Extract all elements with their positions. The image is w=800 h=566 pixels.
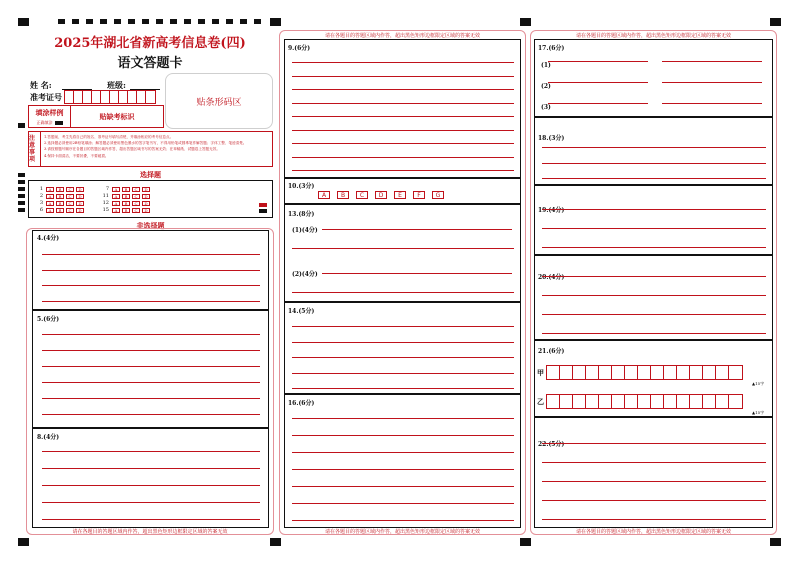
- choice-bubble[interactable]: A: [46, 208, 54, 213]
- answer-line: [292, 157, 514, 158]
- timing-mark-top: [114, 19, 121, 24]
- timing-mark-top: [254, 19, 261, 24]
- q19-label: 19.(4分): [538, 207, 565, 214]
- answer-line: [292, 292, 514, 293]
- answer-line: [542, 209, 766, 210]
- notes-heading: 注意事项: [29, 132, 41, 166]
- answer-line: [42, 502, 260, 503]
- class-field[interactable]: [130, 80, 160, 90]
- answer-line: [42, 414, 260, 415]
- answer-line: [542, 333, 766, 334]
- grid-cell[interactable]: [664, 366, 677, 379]
- q10-option-g[interactable]: G: [432, 191, 444, 199]
- q21-b-label: 乙: [537, 397, 544, 406]
- grid-cell[interactable]: [573, 366, 586, 379]
- answer-line: [292, 170, 514, 171]
- choice-number: 15: [102, 207, 109, 213]
- choice-bubble[interactable]: A: [112, 208, 120, 213]
- grid-cell[interactable]: [547, 366, 560, 379]
- grid-cell[interactable]: [703, 395, 716, 408]
- choice-bubble[interactable]: C: [66, 187, 74, 192]
- answer-line: [42, 485, 260, 486]
- choice-row: [33, 200, 86, 206]
- answer-line: [548, 61, 648, 62]
- answer-line: [292, 373, 514, 374]
- answer-box-q16[interactable]: [284, 394, 521, 528]
- corner-mark: [18, 18, 29, 26]
- choice-row: [99, 200, 152, 206]
- answer-line: [292, 486, 514, 487]
- q18-label: 18.(3分): [538, 135, 565, 142]
- side-mark: [18, 194, 25, 198]
- timing-mark-top: [156, 19, 163, 24]
- q10-option-c[interactable]: C: [356, 191, 368, 199]
- timing-mark-top: [128, 19, 135, 24]
- choice-bubble[interactable]: D: [76, 194, 84, 199]
- bottom-banner-3: 请在各题目的答题区域内作答，超出黑色矩形边框限定区域的答案无效: [575, 529, 731, 535]
- grid-cell[interactable]: [625, 366, 638, 379]
- correct-fill-label: 正确填涂: [36, 119, 53, 125]
- choice-bubble[interactable]: B: [122, 187, 130, 192]
- choice-bubble[interactable]: C: [132, 201, 140, 206]
- choice-bubble[interactable]: A: [112, 201, 120, 206]
- q10-option-b[interactable]: B: [337, 191, 349, 199]
- bottom-banner-2: 请在各题目的答题区域内作答，超出黑色矩形边框限定区域的答案无效: [324, 529, 480, 535]
- grid-cell[interactable]: [560, 395, 573, 408]
- choice-bubble[interactable]: D: [142, 201, 150, 206]
- answer-box-q14[interactable]: [284, 302, 521, 394]
- side-mark: [18, 180, 25, 184]
- corner-mark: [18, 538, 29, 546]
- timing-mark-top: [226, 19, 233, 24]
- writing-grid[interactable]: [546, 365, 743, 380]
- choice-section-heading: 选择题: [140, 170, 161, 179]
- q22-label: 22.(5分): [538, 441, 565, 448]
- answer-line: [42, 366, 260, 367]
- q21-label: 21.(6分): [538, 348, 565, 355]
- grid-cell[interactable]: [690, 366, 703, 379]
- answer-line: [292, 435, 514, 436]
- grid-cell[interactable]: [638, 395, 651, 408]
- timing-mark-top: [240, 19, 247, 24]
- grid-cell[interactable]: [612, 366, 625, 379]
- answer-line: [42, 519, 260, 520]
- timing-mark-top: [142, 19, 149, 24]
- answer-line: [42, 285, 260, 286]
- answer-line: [292, 342, 514, 343]
- answer-line: [292, 89, 514, 90]
- grid-cell[interactable]: [612, 395, 625, 408]
- grid-cell[interactable]: [586, 395, 599, 408]
- grid-cell[interactable]: [651, 395, 664, 408]
- answer-line: [662, 61, 762, 62]
- answer-line: [292, 503, 514, 504]
- timing-mark-top: [198, 19, 205, 24]
- answer-line: [42, 468, 260, 469]
- choice-bubble[interactable]: B: [56, 187, 64, 192]
- choice-number: 12: [102, 200, 109, 206]
- nonchoice-section-heading: 非选择题: [136, 221, 165, 230]
- answer-line: [542, 500, 766, 501]
- answer-line: [42, 270, 260, 271]
- q10-option-f[interactable]: F: [413, 191, 425, 199]
- timing-mark-top: [72, 19, 79, 24]
- grid-cell[interactable]: [690, 395, 703, 408]
- grid-cell[interactable]: [716, 395, 729, 408]
- note-item: 1.答题前，考生先将自己的姓名、准考证号填写清楚，并填涂相应的考号信息点。: [44, 135, 174, 139]
- answer-line: [292, 452, 514, 453]
- corner-mark: [770, 538, 781, 546]
- side-mark: [18, 208, 25, 212]
- choice-number: 3: [39, 200, 43, 206]
- absent-label: 贴缺考标识: [99, 111, 135, 121]
- choice-bubble[interactable]: D: [142, 208, 150, 213]
- answer-line: [292, 520, 514, 521]
- q9-label: 9.(6分): [288, 45, 311, 52]
- answer-line: [42, 334, 260, 335]
- card-subtitle: 语文答题卡: [117, 56, 183, 71]
- grid-cell[interactable]: [638, 366, 651, 379]
- top-banner-3: 请在各题目的答题区域内作答，超出黑色矩形边框限定区域的答案无效: [575, 33, 731, 39]
- timing-mark-top: [212, 19, 219, 24]
- q17-label: 17.(6分): [538, 45, 565, 52]
- grid-cell[interactable]: [599, 366, 612, 379]
- writing-grid[interactable]: [546, 394, 743, 409]
- answer-line: [542, 314, 766, 315]
- answer-line: [542, 276, 766, 277]
- word-count-label: ▲15字: [752, 410, 765, 415]
- class-label: 班级:: [107, 80, 126, 90]
- choice-bubble[interactable]: B: [122, 201, 130, 206]
- choice-row: [99, 207, 152, 213]
- answer-line: [542, 163, 766, 164]
- answer-line: [42, 451, 260, 452]
- answer-line: [292, 248, 514, 249]
- barcode-label: 贴条形码区: [196, 97, 242, 108]
- grid-cell[interactable]: [677, 366, 690, 379]
- exam-id-boxes[interactable]: [64, 90, 156, 104]
- answer-line: [542, 247, 766, 248]
- choice-bubble[interactable]: A: [46, 187, 54, 192]
- choice-row: [33, 193, 86, 199]
- choice-row: [99, 193, 152, 199]
- q4-label: 4.(4分): [37, 235, 60, 242]
- choice-bubble[interactable]: C: [132, 208, 140, 213]
- answer-line: [322, 273, 512, 274]
- answer-box-q8[interactable]: [32, 428, 269, 528]
- answer-line: [292, 469, 514, 470]
- answer-line: [292, 418, 514, 419]
- barcode-area: [165, 73, 273, 129]
- choice-bubble[interactable]: B: [56, 208, 64, 213]
- answer-line: [42, 398, 260, 399]
- answer-line: [292, 116, 514, 117]
- answer-box-q18[interactable]: [534, 117, 773, 185]
- choice-bubble[interactable]: C: [66, 208, 74, 213]
- corner-mark: [270, 18, 281, 26]
- fill-sample: [28, 105, 164, 128]
- grid-cell[interactable]: [703, 366, 716, 379]
- timing-mark-top: [100, 19, 107, 24]
- answer-line: [542, 147, 766, 148]
- answer-line: [662, 82, 762, 83]
- answer-line: [542, 178, 766, 179]
- corner-mark: [520, 538, 531, 546]
- corner-mark: [520, 18, 531, 26]
- answer-box-q17[interactable]: [534, 39, 773, 117]
- q14-label: 14.(5分): [288, 308, 315, 315]
- choice-bubble[interactable]: D: [76, 187, 84, 192]
- choice-number: 2: [39, 193, 43, 199]
- grid-cell[interactable]: [716, 366, 729, 379]
- timing-mark-top: [184, 19, 191, 24]
- marker-black: [259, 209, 267, 213]
- corner-mark: [770, 18, 781, 26]
- choice-bubble[interactable]: B: [56, 194, 64, 199]
- answer-line: [292, 326, 514, 327]
- side-mark: [18, 173, 25, 177]
- word-count-label: ▲15字: [752, 381, 765, 386]
- answer-box-q13[interactable]: [284, 204, 521, 302]
- choice-row: [99, 186, 152, 192]
- grid-cell[interactable]: [560, 366, 573, 379]
- choice-row: [33, 207, 86, 213]
- answer-box-q19[interactable]: [534, 185, 773, 255]
- grid-cell[interactable]: [664, 395, 677, 408]
- choice-row: [33, 186, 86, 192]
- q17-3-label: (3): [541, 104, 551, 111]
- timing-mark-top: [170, 19, 177, 24]
- q16-label: 16.(6分): [288, 400, 315, 407]
- answer-line: [42, 301, 260, 302]
- grid-cell[interactable]: [625, 395, 638, 408]
- answer-line: [292, 62, 514, 63]
- marker-red: [259, 203, 267, 207]
- choice-bubble[interactable]: B: [122, 208, 130, 213]
- q5-label: 5.(6分): [37, 316, 60, 323]
- answer-line: [542, 228, 766, 229]
- bottom-banner-1: 请在各题目的答题区域内作答，超出黑色矩形边框限定区域的答案无效: [72, 529, 228, 535]
- answer-line: [292, 143, 514, 144]
- exam-title: 2025年湖北省新高考信息卷(四): [54, 36, 246, 51]
- q13-2-label: (2)(4分): [292, 271, 318, 278]
- answer-line: [542, 519, 766, 520]
- answer-line: [542, 443, 766, 444]
- answer-line: [548, 103, 648, 104]
- answer-line: [292, 76, 514, 77]
- q13-1-label: (1)(4分): [292, 227, 318, 234]
- answer-line: [662, 103, 762, 104]
- exam-id-label: 准考证号: [30, 92, 62, 102]
- choice-bubble[interactable]: A: [112, 194, 120, 199]
- fill-sample-label: 填涂样例: [35, 107, 64, 117]
- answer-line: [548, 82, 648, 83]
- choice-bubble[interactable]: B: [122, 194, 130, 199]
- name-label: 姓 名:: [30, 80, 52, 90]
- notes-box: [28, 131, 273, 167]
- q10-option-a[interactable]: A: [318, 191, 330, 199]
- choice-bubble[interactable]: A: [46, 194, 54, 199]
- choice-bubble[interactable]: B: [56, 201, 64, 206]
- answer-line: [42, 254, 260, 255]
- answer-box-q22[interactable]: [534, 417, 773, 528]
- side-mark: [18, 123, 25, 128]
- side-mark: [18, 187, 25, 191]
- note-item: 2.选择题必须使用2B铅笔填涂；解答题必须使用黑色墨水的签字笔书写，不得用铅笔或圆珠笔作解答题；字体工整、笔迹清楚。: [44, 141, 247, 146]
- corner-mark: [270, 538, 281, 546]
- choice-answer-box: [28, 180, 273, 218]
- name-field[interactable]: [62, 80, 92, 90]
- q10-option-d[interactable]: D: [375, 191, 387, 199]
- answer-line: [42, 382, 260, 383]
- answer-line: [542, 462, 766, 463]
- choice-bubble[interactable]: C: [66, 201, 74, 206]
- answer-line: [322, 229, 512, 230]
- choice-number: 1: [39, 186, 43, 192]
- choice-bubble[interactable]: D: [142, 194, 150, 199]
- answer-line: [292, 103, 514, 104]
- q10-label: 10.(3分): [288, 183, 315, 190]
- filled-mark-icon: [55, 121, 63, 125]
- choice-bubble[interactable]: C: [132, 187, 140, 192]
- answer-line: [42, 350, 260, 351]
- choice-bubble[interactable]: A: [112, 187, 120, 192]
- answer-box-q20[interactable]: [534, 255, 773, 340]
- note-item: 4.保持卡面清洁，不要折叠，不要破损。: [44, 153, 109, 158]
- q17-2-label: (2): [541, 83, 551, 90]
- grid-cell[interactable]: [547, 395, 560, 408]
- q10-option-e[interactable]: E: [394, 191, 406, 199]
- grid-cell[interactable]: [729, 395, 742, 408]
- choice-number: 11: [102, 193, 109, 199]
- grid-cell[interactable]: [586, 366, 599, 379]
- q13-label: 13.(8分): [288, 211, 315, 218]
- side-mark: [18, 201, 25, 205]
- choice-bubble[interactable]: C: [66, 194, 74, 199]
- answer-line: [292, 388, 514, 389]
- q20-label: 20.(4分): [538, 274, 565, 281]
- choice-bubble[interactable]: D: [142, 187, 150, 192]
- answer-line: [542, 481, 766, 482]
- answer-box-q5[interactable]: [32, 310, 269, 428]
- choice-number: 7: [105, 186, 109, 192]
- timing-mark-top: [86, 19, 93, 24]
- answer-line: [292, 357, 514, 358]
- choice-bubble[interactable]: D: [76, 208, 84, 213]
- choice-number: 6: [39, 207, 43, 213]
- grid-cell[interactable]: [573, 395, 586, 408]
- choice-bubble[interactable]: D: [76, 201, 84, 206]
- timing-mark-top: [58, 19, 65, 24]
- note-item: 3.请按照题号顺序在各题目的答题区域内作答，超出答题区域书写的答案无效；在草稿纸、试题卷上答题无效。: [44, 147, 220, 152]
- grid-cell[interactable]: [729, 366, 742, 379]
- grid-cell[interactable]: [677, 395, 690, 408]
- answer-line: [542, 295, 766, 296]
- q8-label: 8.(4分): [37, 434, 60, 441]
- top-banner-2: 请在各题目的答题区域内作答，超出黑色矩形边框限定区域的答案无效: [324, 33, 480, 39]
- grid-cell[interactable]: [651, 366, 664, 379]
- q21-a-label: 甲: [537, 368, 544, 377]
- grid-cell[interactable]: [599, 395, 612, 408]
- answer-line: [292, 130, 514, 131]
- choice-bubble[interactable]: C: [132, 194, 140, 199]
- choice-bubble[interactable]: A: [46, 201, 54, 206]
- q17-1-label: (1): [541, 62, 551, 69]
